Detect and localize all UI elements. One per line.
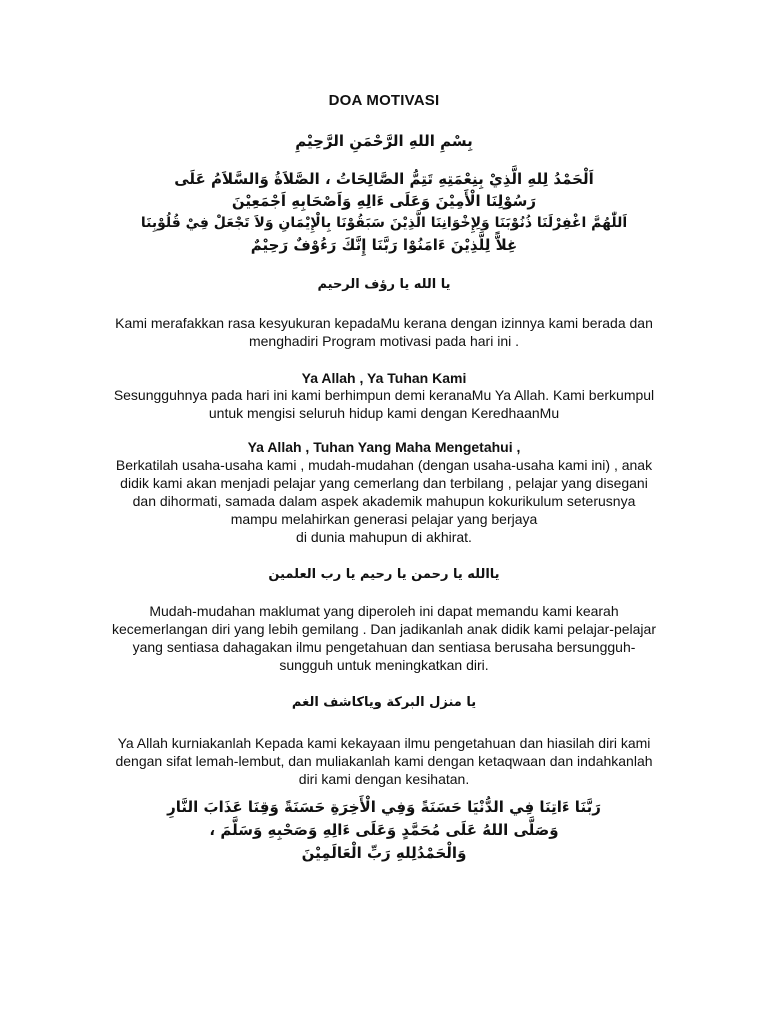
heading-1: Ya Allah , Ya Tuhan Kami	[301, 370, 467, 386]
paragraph-2	[80, 386, 688, 422]
paragraph-3-line-3: dan dihormati, samada dalam aspek akademik mahupun kokurikulum seterusnya	[132, 493, 636, 509]
bismillah-text	[80, 130, 688, 152]
invocation-3: يا منزل البركة وياكاشف الغم	[291, 695, 477, 710]
closing-line-3: وَالْحَمْدُلِلهِ رَبِّ الْعَالَمِيْنَ	[301, 844, 467, 862]
paragraph-4-line-1: Mudah-mudahan maklumat yang diperoleh ini dapat memandu kami kearah	[149, 603, 619, 619]
invocation-1: يا الله يا رؤف الرحيم	[317, 277, 451, 292]
closing-line-2: وَصَلَّى اللهُ عَلَى مُحَمَّدٍ وَعَلَى ءَالِهِ وَصَحْبِهِ وَسَلَّمَ ،	[209, 821, 559, 839]
paragraph-4-line-4: sungguh untuk meningkatkan diri.	[279, 657, 489, 673]
paragraph-5	[80, 734, 688, 788]
paragraph-3-line-2: didik kami akan menjadi pelajar yang cemerlang dan terbilang , pelajar yang disegani	[120, 475, 648, 491]
opening-line-4: غِلاًّ لِلَّذِيْنَ ءَامَنُوْا رَبَّنَا إِنَّكَ رَءُوْفٌ رَحِيْمٌ	[250, 236, 518, 254]
paragraph-4-line-2: kecemerlangan diri yang lebih gemilang . Dan jadikanlah anak didik kami pelajar-pelajar	[112, 621, 656, 637]
paragraph-3	[80, 456, 688, 546]
closing-line-1: رَبَّنَا ءَاتِنَا فِي الدُّنْيَا حَسَنَةً وَفِي الْأَخِرَةِ حَسَنَةً وَقِنَا عَذَابَ النَّارِ	[167, 798, 601, 816]
paragraph-1-line-1: Kami merafakkan rasa kesyukuran kepadaMu kerana dengan izinnya kami berada dan	[115, 315, 653, 331]
heading-2: Ya Allah , Tuhan Yang Maha Mengetahui ,	[247, 439, 521, 455]
paragraph-5-line-1: Ya Allah kurniakanlah Kepada kami kekayaan ilmu pengetahuan dan hiasilah diri kami	[117, 735, 651, 751]
paragraph-3-line-1: Berkatilah usaha-usaha kami , mudah-mudahan (dengan usaha-usaha kami ini) , anak	[115, 457, 653, 473]
paragraph-2-line-2: untuk mengisi seluruh hidup kami dengan KeredhaanMu	[208, 405, 560, 421]
paragraph-4	[80, 602, 688, 674]
paragraph-5-line-2: dengan sifat lemah-lembut, dan muliakanlah kami dengan ketaqwaan dan indahkanlah	[115, 753, 653, 769]
paragraph-3-line-4: mampu melahirkan generasi pelajar yang berjaya	[230, 511, 538, 527]
opening-line-3: اَللّٰهُمَّ اغْفِرْلَنَا ذُنُوْبَنَا وَلِإِخْوَانِنَا الَّذِيْنَ سَبَقُوْنَا بِالْإِيْمَانِ وَلاَ تَجْعَلْ فِيْ قُلُوْبِنَا	[140, 215, 628, 231]
opening-prayer	[80, 168, 688, 256]
document-title: DOA MOTIVASI	[328, 92, 440, 109]
paragraph-1-line-2: menghadiri Program motivasi pada hari ini .	[248, 333, 519, 349]
paragraph-4-line-3: yang sentiasa dahagakan ilmu pengetahuan dan sentiasa berusaha bersungguh-	[132, 639, 636, 655]
bismillah-line: بِسْمِ اللهِ الرَّحْمَنِ الرَّحِيْمِ	[295, 132, 473, 150]
paragraph-1	[80, 314, 688, 350]
opening-line-1: اَلْحَمْدُ لِلهِ الَّذِيْ بِنِعْمَتِهِ تَتِمُّ الصَّالِحَاتُ ، الصَّلاَةُ وَالسَّلاَمُ عَلَى	[174, 170, 594, 188]
invocation-2: ياالله يا رحمن يا رحيم يا رب العلمين	[268, 567, 500, 582]
closing-prayer	[80, 796, 688, 865]
document-page	[80, 0, 688, 1024]
opening-line-2: رَسُوْلِنَا الْأَمِيْنَ وَعَلَى ءَالِهِ وَاَصْحَابِهِ اَجْمَعِيْنَ	[231, 192, 537, 210]
paragraph-3-line-5: di dunia mahupun di akhirat.	[296, 529, 472, 545]
paragraph-2-line-1: Sesungguhnya pada hari ini kami berhimpun demi keranaMu Ya Allah. Kami berkumpul	[113, 387, 655, 403]
paragraph-5-line-3: diri kami dengan kesihatan.	[298, 771, 470, 787]
